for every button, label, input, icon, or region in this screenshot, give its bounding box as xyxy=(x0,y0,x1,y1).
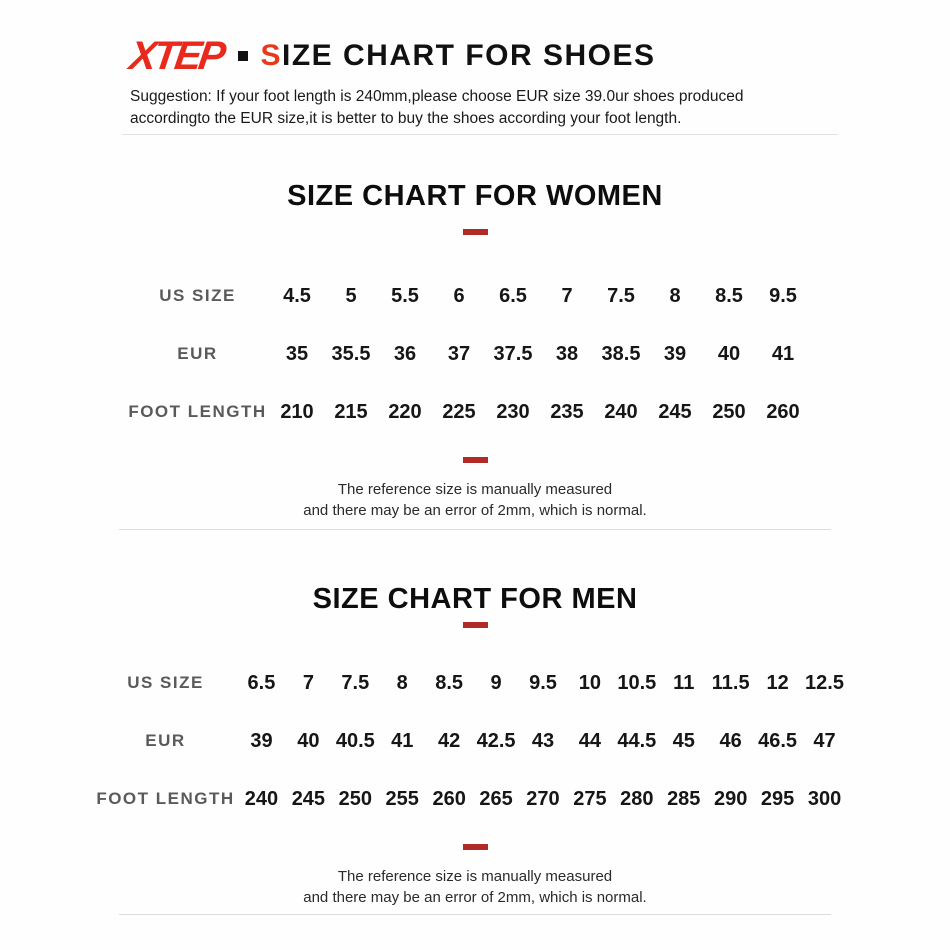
size-value: 10.5 xyxy=(617,671,657,694)
note-line-2: and there may be an error of 2mm, which is normal. xyxy=(303,889,647,906)
note-line-2: and there may be an error of 2mm, which is normal. xyxy=(303,502,647,519)
size-value: 11 xyxy=(673,671,695,694)
size-value: 7 xyxy=(561,284,573,307)
page-header xyxy=(0,34,950,130)
size-value: 46.5 xyxy=(758,729,798,752)
size-value: 245 xyxy=(658,400,692,423)
size-value: 44 xyxy=(578,729,602,752)
size-value: 10 xyxy=(578,671,602,694)
row-label: FOOT LENGTH xyxy=(128,402,267,421)
page-title xyxy=(260,41,655,71)
red-dash-divider xyxy=(463,229,488,235)
note-line-1: The reference size is manually measured xyxy=(337,868,613,885)
row-values xyxy=(238,788,848,811)
size-value: 35 xyxy=(285,342,309,365)
women-section-title: SIZE CHART FOR WOMEN xyxy=(287,180,663,212)
page-title-accent-letter: S xyxy=(260,39,282,72)
size-value: 6.5 xyxy=(247,671,276,694)
size-value: 9 xyxy=(490,671,502,694)
square-bullet-icon xyxy=(238,51,248,61)
suggestion-text: Suggestion: If your foot length is 240mm,please choose EUR size 39.0ur shoes produced accordingto the EUR size,it is better to buy the shoes according your foot length. xyxy=(130,88,744,127)
row-values xyxy=(270,285,810,308)
men-section-title: SIZE CHART FOR MEN xyxy=(312,583,638,615)
size-value: 7.5 xyxy=(607,284,635,307)
section-divider xyxy=(119,529,831,530)
men-size-table xyxy=(0,670,950,812)
size-value: 43 xyxy=(531,729,555,752)
size-value: 8.5 xyxy=(715,284,743,307)
size-value: 260 xyxy=(432,787,466,810)
red-dash-divider xyxy=(463,844,488,850)
size-value: 4.5 xyxy=(283,284,311,307)
row-label: EUR xyxy=(145,731,186,750)
size-value: 250 xyxy=(338,787,372,810)
size-value: 38.5 xyxy=(601,342,641,365)
row-values xyxy=(270,401,810,424)
size-value: 9.5 xyxy=(529,671,557,694)
size-value: 7 xyxy=(302,671,314,694)
size-value: 36 xyxy=(393,342,417,365)
size-value: 37 xyxy=(447,342,471,365)
size-value: 40 xyxy=(297,729,320,752)
size-value: 38 xyxy=(555,342,579,365)
size-value: 260 xyxy=(766,400,800,423)
women-size-table xyxy=(0,283,950,425)
row-label: EUR xyxy=(177,344,218,363)
size-value: 230 xyxy=(496,400,530,423)
size-value: 225 xyxy=(442,400,476,423)
size-value: 41 xyxy=(771,342,795,365)
size-value: 42.5 xyxy=(476,729,516,752)
size-value: 46 xyxy=(719,729,742,752)
header-divider xyxy=(122,134,838,135)
size-row-eur xyxy=(0,341,950,367)
size-value: 40 xyxy=(717,342,741,365)
size-value: 39 xyxy=(250,729,273,752)
size-value: 255 xyxy=(385,787,419,810)
size-value: 265 xyxy=(479,787,513,810)
size-value: 11.5 xyxy=(711,671,750,694)
size-value: 44.5 xyxy=(617,729,657,752)
size-value: 300 xyxy=(807,787,842,810)
size-value: 39 xyxy=(663,342,687,365)
row-label: US SIZE xyxy=(159,286,236,305)
red-dash-divider xyxy=(463,457,488,463)
note-line-1: The reference size is manually measured xyxy=(337,481,613,498)
size-value: 295 xyxy=(760,787,795,810)
size-value: 45 xyxy=(672,729,695,752)
size-value: 8 xyxy=(669,284,681,307)
bottom-divider xyxy=(119,914,831,915)
row-values xyxy=(270,343,810,366)
size-value: 5.5 xyxy=(391,284,419,307)
size-value: 35.5 xyxy=(331,342,371,365)
size-value: 270 xyxy=(526,787,560,810)
size-row-foot-length xyxy=(0,399,950,425)
size-value: 240 xyxy=(244,787,279,810)
women-reference-note xyxy=(0,479,950,521)
men-reference-note xyxy=(0,866,950,908)
size-row-us-size xyxy=(0,283,950,309)
size-value: 12.5 xyxy=(805,671,844,694)
size-value: 12 xyxy=(766,671,789,694)
size-value: 8 xyxy=(396,671,408,694)
size-value: 42 xyxy=(438,729,461,752)
red-dash-divider xyxy=(463,622,488,628)
size-value: 8.5 xyxy=(435,671,464,694)
size-value: 245 xyxy=(291,787,326,810)
size-row-us-size xyxy=(0,670,950,696)
size-value: 9.5 xyxy=(769,284,797,307)
size-value: 215 xyxy=(334,400,368,423)
size-value: 275 xyxy=(573,787,607,810)
size-value: 285 xyxy=(667,787,701,810)
row-values xyxy=(238,730,848,753)
size-value: 240 xyxy=(604,400,638,423)
size-value: 5 xyxy=(345,284,357,307)
size-value: 280 xyxy=(620,787,654,810)
size-value: 6.5 xyxy=(499,284,527,307)
row-label: FOOT LENGTH xyxy=(96,789,235,808)
size-value: 41 xyxy=(391,729,414,752)
size-row-eur xyxy=(0,728,950,754)
page-title-rest: IZE CHART FOR SHOES xyxy=(282,39,656,72)
xtep-logo: XTEP xyxy=(126,34,226,78)
size-row-foot-length xyxy=(0,786,950,812)
size-value: 37.5 xyxy=(493,342,533,365)
size-value: 220 xyxy=(388,400,422,423)
row-label: US SIZE xyxy=(127,673,204,692)
size-value: 40.5 xyxy=(335,729,375,752)
size-value: 250 xyxy=(712,400,746,423)
size-value: 47 xyxy=(813,729,836,752)
row-values xyxy=(238,672,848,695)
header-logo-row xyxy=(126,34,950,78)
size-value: 235 xyxy=(550,400,584,423)
size-value: 6 xyxy=(453,284,465,307)
size-value: 7.5 xyxy=(341,671,370,694)
size-value: 290 xyxy=(713,787,748,810)
size-value: 210 xyxy=(280,400,314,423)
